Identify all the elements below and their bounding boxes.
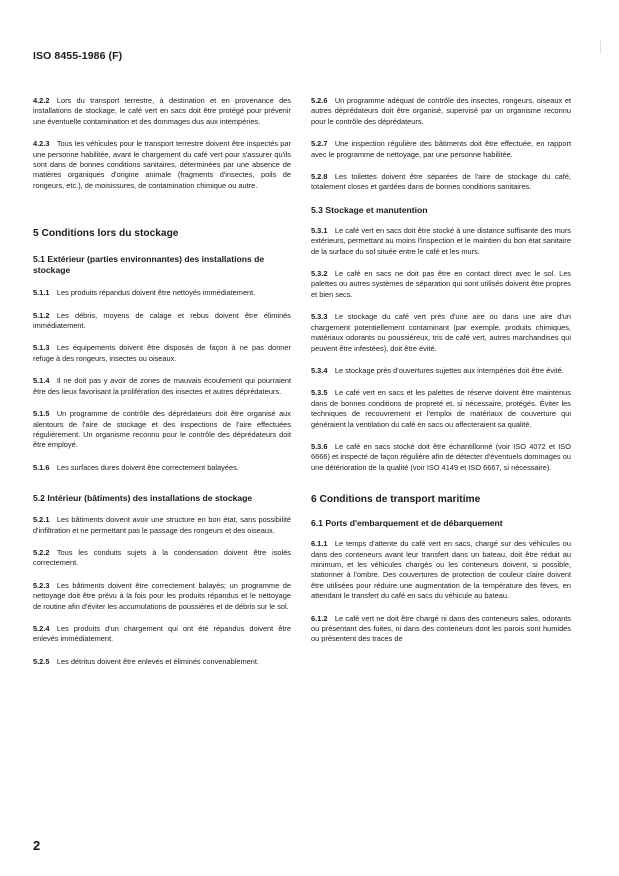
- clause-number: 5.1.2: [33, 310, 50, 320]
- clause-text: Il ne doit pas y avoir de zones de mauvais écoulement qui pourraient être des lieux favorisant la prolifération des insectes et autres déprédateurs.: [33, 376, 291, 396]
- clause-number: 5.2.7: [311, 139, 328, 149]
- clause-number: 5.3.4: [311, 365, 328, 375]
- page-number: 2: [33, 838, 41, 853]
- clause-text: Les bâtiments doivent avoir une structure en bon état, sans possibilité d'infiltration et ne permettant pas le passage des rongeurs et des oiseaux.: [33, 515, 291, 535]
- subsection-heading: 5.2 Intérieur (bâtiments) des installations de stockage: [33, 493, 253, 504]
- clause-number: 5.3.3: [311, 312, 328, 322]
- left-column: [33, 96, 291, 667]
- clause-paragraph: [311, 442, 571, 473]
- clause-paragraph: [311, 139, 571, 160]
- clause-paragraph: [33, 548, 291, 569]
- clause-text: Un programme adéquat de contrôle des insectes, rongeurs, oiseaux et autres déprédateurs doit être organisé, supervisé par un organisme reconnu pour le contrôle des déprédateurs.: [311, 96, 571, 126]
- clause-number: 6.1.2: [311, 613, 328, 623]
- clause-paragraph: [311, 312, 571, 354]
- clause-number: 5.3.1: [311, 225, 328, 235]
- clause-text: Les bâtiments doivent être correctement balayés; un programme de nettoyage doit être prévu à la fois pour les produits répandus et le nettoyage de routine afin d'éviter les accumulations de poussières et de débris sur le sol.: [33, 580, 291, 611]
- scan-margin-mark: [600, 40, 601, 54]
- clause-number: 5.3.5: [311, 388, 328, 398]
- section-heading: 5 Conditions lors du stockage: [33, 228, 179, 240]
- clause-number: 5.2.4: [33, 623, 50, 633]
- clause-text: Le café en sacs stocké doit être échantillonné (voir ISO 4072 et ISO 6666) et inspecté de façon régulière afin de détecter d'éventuels dommages ou une détérioration de la qualité (voir ISO 4149 et ISO 6667, si nécessaire).: [311, 441, 571, 472]
- clause-text: Les produits répandus doivent être nettoyés immédiatement.: [56, 288, 256, 298]
- clause-number: 5.1.5: [33, 409, 50, 419]
- clause-paragraph: [311, 226, 571, 257]
- clause-text: Les équipements doivent être disposés de façon à ne pas donner refuge à des rongeurs, insectes ou oiseaux.: [33, 343, 291, 363]
- clause-paragraph: [33, 581, 291, 612]
- clause-paragraph: [311, 539, 571, 601]
- clause-number: 5.1.1: [33, 288, 50, 298]
- clause-text: Le stockage près d'ouvertures sujettes aux intempéries doit être évité.: [334, 365, 564, 375]
- clause-text: Un programme de contrôle des déprédateurs doit être organisé aux alentours de l'aire de stockage et des inspections de l'aire effectuées régulièrement. Un organisme reconnu pour le contrôle des déprédateurs doit être employé.: [33, 409, 291, 450]
- clause-number: 5.2.3: [33, 580, 50, 590]
- document-header: ISO 8455-1986 (F): [33, 50, 123, 62]
- clause-text: Les produits d'un chargement qui ont été répandus doivent être enlevés immédiatement.: [33, 623, 291, 644]
- clause-paragraph: [311, 172, 571, 193]
- clause-text: Tous les véhicules pour le transport terrestre doivent être inspectés par une personne habilitée, avant le chargement du café vert pour s'assurer qu'ils sont dans de bonnes conditions sanitaires, déterminées par une absence de matières organiques d'origine animale (fragments d'insectes, poils de rongeurs, etc.), de moisissures, de contamination chimique ou autre.: [33, 139, 291, 190]
- clause-paragraph: [33, 376, 291, 397]
- clause-text: Les détritus doivent être enlevés et éliminés convenablement.: [56, 656, 259, 666]
- clause-paragraph: [33, 515, 291, 536]
- clause-number: 5.3.6: [311, 441, 328, 451]
- clause-number: 5.1.3: [33, 343, 50, 353]
- clause-number: 5.1.6: [33, 462, 50, 472]
- clause-number: 4.2.3: [33, 139, 50, 149]
- subsection-heading: 5.3 Stockage et manutention: [311, 204, 428, 215]
- clause-text: Le café vert en sacs doit être stocké à une distance suffisante des murs extérieurs, permettant au moins l'inspection et le maintien du bon état sanitaire de la surface du sol située entre le café et les murs.: [311, 225, 571, 256]
- subsection-heading: 6.1 Ports d'embarquement et de débarquement: [311, 518, 503, 529]
- clause-text: Le stockage du café vert près d'une aire ou dans une aire d'un chargement potentiellement contaminant (par exemple, produits chimiques, matériaux odorants ou poussiéreux, tris de café vert, autres marchandises qui peuvent être infestées), doit être évité.: [311, 312, 571, 353]
- clause-number: 6.1.1: [311, 539, 328, 549]
- clause-paragraph: [33, 463, 291, 473]
- clause-paragraph: [33, 409, 291, 451]
- clause-text: Les débris, moyens de calage et rebus doivent être éliminés immédiatement.: [33, 310, 291, 331]
- clause-number: 5.2.6: [311, 96, 328, 105]
- clause-number: 5.1.4: [33, 376, 50, 386]
- section-heading: 6 Conditions de transport maritime: [311, 494, 481, 506]
- clause-paragraph: [33, 343, 291, 364]
- clause-text: Une inspection régulière des bâtiments doit être effectuée, en rapport avec le programme de nettoyage, par une personne habilitée.: [311, 139, 571, 159]
- clause-paragraph: [33, 624, 291, 645]
- clause-number: 5.2.2: [33, 547, 50, 557]
- clause-text: Le temps d'attente du café vert en sacs, chargé sur des véhicules ou dans des conteneurs avant leur transfert dans un bateau, doit être réduit au minimum, et les véhicules chargés ou les conteneurs doivent, si possible, stationner à l'ombre. Des couvertures de protection de couleur claire doivent être utilisées pour réduire une augmentation de la température des fèves, en attendant le transfert du café en sacs du véhicule au bateau.: [311, 539, 571, 601]
- clause-text: Le café vert ne doit être chargé ni dans des conteneurs sales, odorants ou présentant des fuites, ni dans des conteneurs dont les parois sont humides ou présentent des traces de: [311, 613, 571, 644]
- clause-paragraph: [33, 96, 291, 127]
- clause-number: 5.2.8: [311, 172, 328, 182]
- subsection-heading: 5.1 Extérieur (parties environnantes) des installations de stockage: [33, 254, 265, 276]
- clause-paragraph: [311, 96, 571, 127]
- clause-text: Le café vert en sacs et les palettes de réserve doivent être maintenus dans de bonnes conditions de propreté et, si nécessaire, protégés. Éviter les techniques de recouvrement et l'emploi de matériaux de couverture qui généraient la ventilation du café en sacs ou affecteraient sa qualité.: [311, 388, 571, 429]
- clause-number: 4.2.2: [33, 96, 50, 105]
- clause-text: Le café en sacs ne doit pas être en contact direct avec le sol. Les palettes ou autres systèmes de séparation qui sont utilisés doivent être propres et bien secs.: [311, 269, 571, 299]
- clause-paragraph: [33, 288, 291, 298]
- clause-paragraph: [33, 311, 291, 332]
- clause-paragraph: [311, 614, 571, 645]
- clause-paragraph: [311, 388, 571, 430]
- clause-paragraph: [33, 139, 291, 191]
- clause-number: 5.2.5: [33, 656, 50, 666]
- clause-text: Lors du transport terrestre, à destination et en provenance des installations de stockage, le café vert en sacs doit être protégé pour prévenir une éventuelle contamination et des dommages dus aux intempéries.: [33, 96, 291, 126]
- clause-paragraph: [311, 269, 571, 300]
- clause-number: 5.3.2: [311, 269, 328, 279]
- clause-paragraph: [311, 366, 571, 376]
- clause-paragraph: [33, 657, 291, 667]
- right-column: [311, 96, 571, 645]
- clause-text: Les surfaces dures doivent être correctement balayées.: [56, 462, 239, 472]
- clause-text: Les toilettes doivent être séparées de l'aire de stockage du café, totalement closes et gardées dans de bonnes conditions sanitaires.: [311, 172, 571, 192]
- clause-text: Tous les conduits sujets à la condensation doivent être isolés correctement.: [33, 547, 291, 568]
- clause-number: 5.2.1: [33, 515, 50, 525]
